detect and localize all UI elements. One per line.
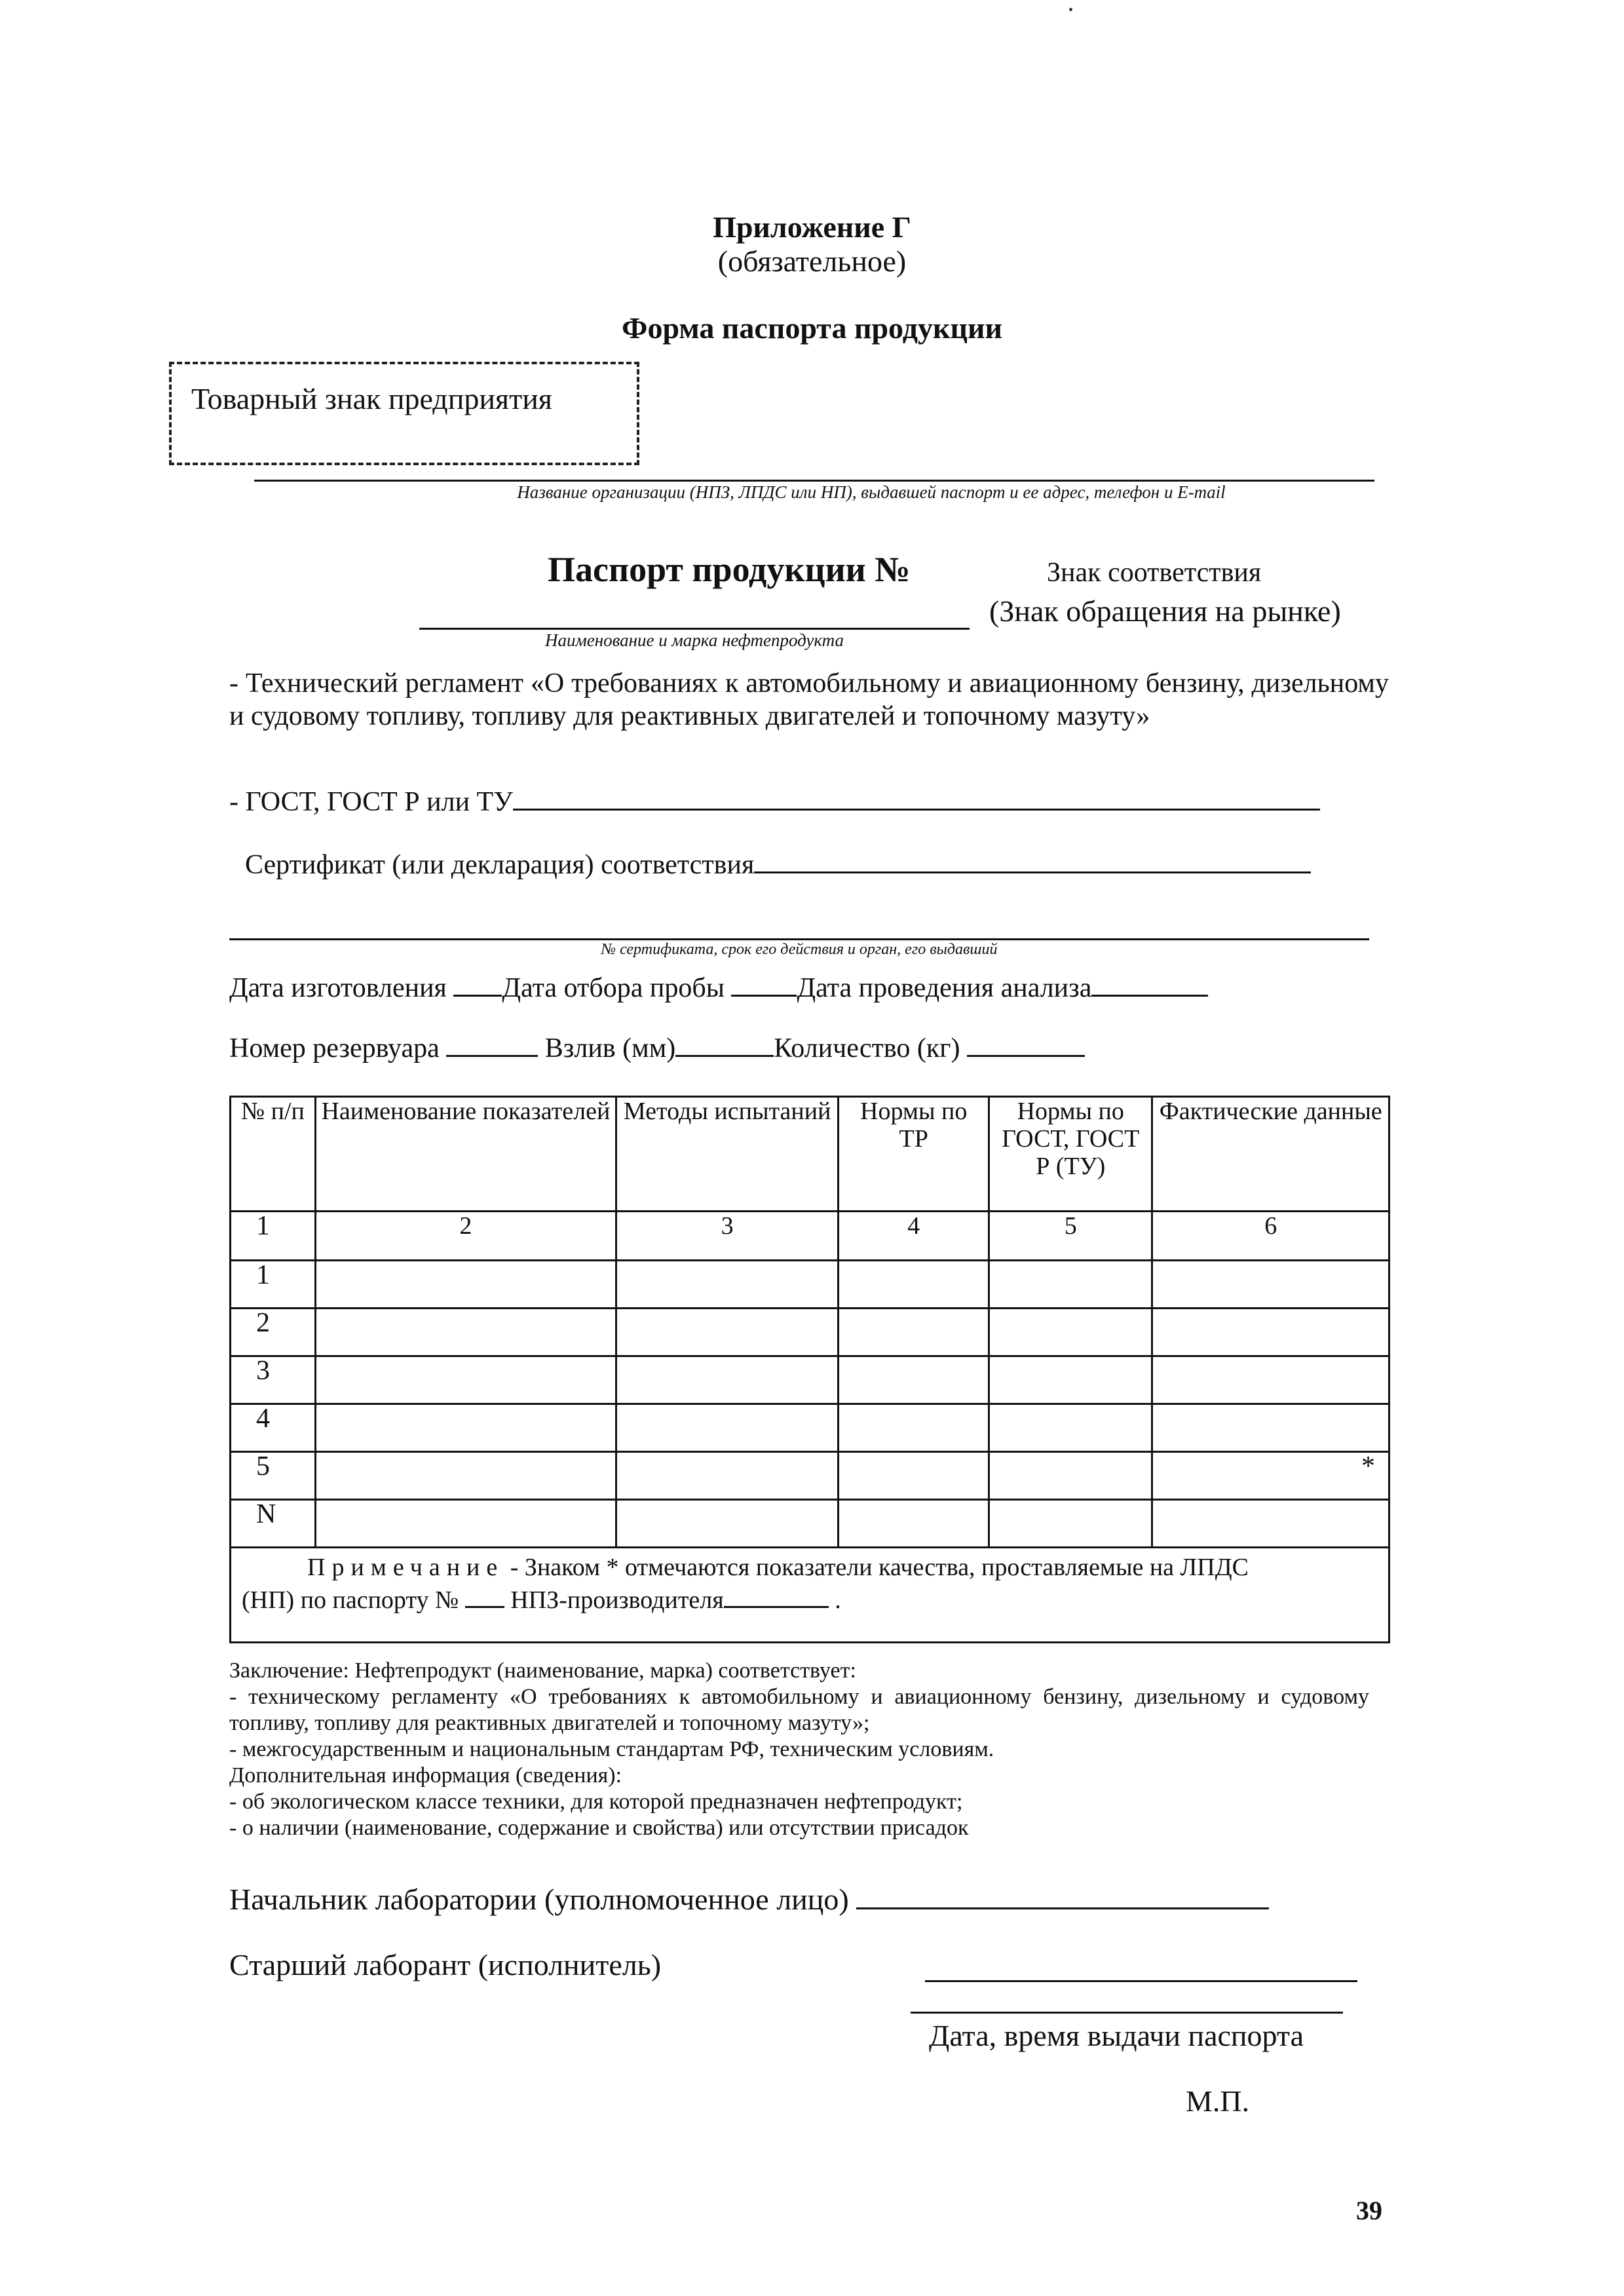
table-note [231,1548,1389,1643]
row-number: 4 [231,1404,316,1452]
certificate-caption: № сертификата, срок его действия и орган, его выдавший [601,941,998,958]
certificate-row [245,849,1311,881]
column-number: 6 [1152,1212,1389,1261]
column-number: 1 [231,1212,316,1261]
row-number: N [231,1500,316,1548]
row-number: 3 [231,1356,316,1404]
scan-speck [1069,8,1072,11]
table-cell [315,1261,616,1309]
table-cell [616,1452,838,1500]
table-cell [315,1500,616,1548]
quantity-blank [967,1055,1085,1057]
regulation-text: - Технический регламент «О требованиях к автомобильному и авиационному бензину, дизельному и судовому топливу, топливу для реактивных двигателей и топочному мазуту» [229,668,1389,731]
table-cell [315,1356,616,1404]
actual-data-cell [1152,1261,1389,1309]
conclusion-line: - межгосударственным и национальным стандартам РФ, техническим условиям. [229,1737,994,1761]
appendix-title: Приложение Г [713,210,911,244]
spec-table [229,1096,1390,1643]
gost-label: - ГОСТ, ГОСТ Р или ТУ [229,787,513,817]
table-cell [839,1404,989,1452]
product-caption: Наименование и марка нефтепродукта [545,630,844,650]
table-note-row [231,1548,1389,1643]
conclusion [229,1658,1369,1841]
table-cell [315,1309,616,1356]
conclusion-line: Дополнительная информация (сведения): [229,1763,622,1788]
level-label: Взлив (мм) [544,1033,676,1063]
table-cell [839,1356,989,1404]
conclusion-line: - о наличии (наименование, содержание и свойства) или отсутствии присадок [229,1816,969,1840]
table-cell [989,1309,1152,1356]
header-indicator-name: Наименование показателей [315,1097,616,1212]
level-blank [675,1055,774,1057]
table-cell [616,1261,838,1309]
header-number: № п/п [231,1097,316,1212]
certificate-blank [754,871,1311,873]
head-of-lab-row [229,1882,1269,1917]
table-cell [839,1500,989,1548]
note-passport-blank [465,1606,504,1608]
table-cell [616,1356,838,1404]
quantity-label: Количество (кг) [774,1033,960,1063]
table-cell [989,1500,1152,1548]
header-actual-data: Фактические данные [1152,1097,1389,1212]
dates-row [229,972,1208,1004]
actual-data-cell [1152,1500,1389,1548]
certificate-number-line [229,938,1369,940]
trademark-label: Товарный знак предприятия [191,382,552,415]
tank-number-blank [446,1055,538,1057]
head-of-lab-signature-line [856,1907,1269,1909]
column-numbers-row [231,1212,1389,1261]
page-number: 39 [1356,2196,1382,2225]
issue-date-label: Дата, время выдачи паспорта [929,2019,1304,2052]
note-refinery-label: НПЗ-производителя [510,1586,724,1614]
table-row [231,1356,1389,1404]
senior-lab-label: Старший лаборант (исполнитель) [229,1948,662,1981]
header-test-methods: Методы испытаний [616,1097,838,1212]
table-row [231,1309,1389,1356]
header-tr-norms: Нормы по ТР [839,1097,989,1212]
form-title: Форма паспорта продукции [621,311,1003,345]
head-of-lab-label: Начальник лаборатории (уполномоченное лицо) [229,1883,849,1916]
table-cell [839,1309,989,1356]
note-text: - Знаком * отмечаются показатели качества, проставляемые на ЛПДС [510,1554,1249,1581]
org-caption: Название организации (НПЗ, ЛПДС или НП), выдавшей паспорт и ее адрес, телефон и E-mail [517,482,1226,502]
conclusion-line: - об экологическом классе техники, для которой предназначен нефтепродукт; [229,1789,963,1814]
manufacture-date-label: Дата изготовления [229,973,447,1003]
table-row [231,1261,1389,1309]
note-passport-label: (НП) по паспорту № [242,1586,459,1614]
analysis-date-blank [1091,995,1208,997]
stamp-label: М.П. [1186,2084,1250,2118]
table-cell [989,1356,1152,1404]
actual-data-cell [1152,1404,1389,1452]
column-number: 3 [616,1212,838,1261]
table-cell [616,1404,838,1452]
tank-row [229,1033,1085,1064]
gost-row [229,786,1320,818]
header-gost-norms: Нормы по ГОСТ, ГОСТ Р (ТУ) [989,1097,1152,1212]
note-refinery-blank [724,1606,829,1608]
table-row [231,1500,1389,1548]
row-number: 2 [231,1309,316,1356]
table-cell [989,1404,1152,1452]
table-cell [616,1500,838,1548]
sample-date-blank [731,995,797,997]
column-number: 2 [315,1212,616,1261]
passport-title: Паспорт продукции № [548,550,911,589]
row-number: 1 [231,1261,316,1309]
actual-data-cell: * [1152,1452,1389,1500]
table-cell [989,1452,1152,1500]
product-line [419,628,970,630]
table-cell [315,1404,616,1452]
table-cell [839,1261,989,1309]
market-mark: (Знак обращения на рынке) [989,594,1341,628]
table-cell [989,1261,1152,1309]
actual-data-cell [1152,1356,1389,1404]
note-end: . [835,1586,841,1614]
analysis-date-label: Дата проведения анализа [797,973,1092,1003]
sample-date-label: Дата отбора пробы [502,973,725,1003]
conformity-mark: Знак соответствия [1047,558,1262,588]
tank-number-label: Номер резервуара [229,1033,440,1063]
issue-date-line [911,2012,1343,2014]
conclusion-line: - техническому регламенту «О требованиях к автомобильному и авиационному бензину, дизельному и судовому топливу, топливу для реактивных двигателей и топочному мазуту»; [229,1685,1369,1735]
conclusion-line: Заключение: Нефтепродукт (наименование, марка) соответствует: [229,1658,856,1683]
table-header-row [231,1097,1389,1212]
actual-data-cell [1152,1309,1389,1356]
note-label: Примечание [307,1554,504,1581]
table-row [231,1452,1389,1500]
gost-blank [513,809,1320,811]
manufacture-date-blank [453,995,502,997]
row-number: 5 [231,1452,316,1500]
org-line [254,480,1374,482]
column-number: 5 [989,1212,1152,1261]
table-cell [315,1452,616,1500]
certificate-label: Сертификат (или декларация) соответствия [245,850,755,880]
table-cell [839,1452,989,1500]
table-cell [616,1309,838,1356]
trademark-box [169,362,639,465]
senior-lab-signature-line [925,1980,1357,1982]
table-row [231,1404,1389,1452]
column-number: 4 [839,1212,989,1261]
appendix-subtitle: (обязательное) [717,244,907,278]
